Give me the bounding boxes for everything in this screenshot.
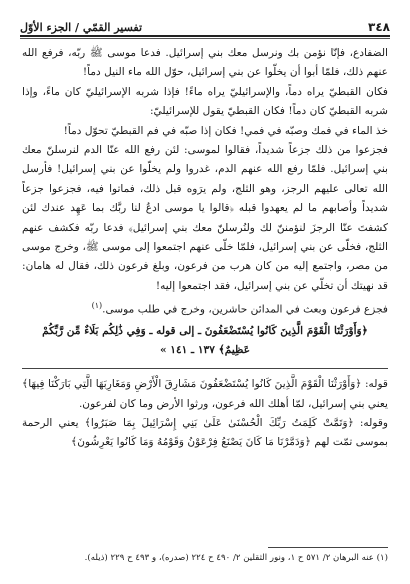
paragraph-text: فجزع فرعون وبعث في المدائن حاشرين، وخرج في طلب موسى. <box>102 303 388 316</box>
footnote-ref: (١) <box>91 301 103 311</box>
quran-verse-heading: ﴿وَأَوْرَثْنَا الْقَوْمَ الَّذِينَ كَانُوا يُسْتَضْعَفُونَ ـ إلى قوله ـ وَفِي ذَٰلِكُم بَلَاءٌ مِّن رَّبِّكُمْ عَظِيمٌ﴾ ١٣٧ ـ ١٤١ » <box>42 325 368 357</box>
commentary-paragraph: وقوله: ﴿وَتَمَّتْ كَلِمَتُ رَبِّكَ الْحُسْنَىٰ عَلَىٰ بَنِي إِسْرَائِيلَ بِمَا صَبَرُوا﴾ يعني الرحمة بموسى تمّت لهم ﴿وَدَمَّرْنَا مَا كَانَ يَصْنَعُ فِرْعَوْنُ وَقَوْمُهُ وَمَا كَانُوا يَعْرِشُونَ﴾ <box>22 417 388 449</box>
paragraph: فجزعوا من ذلك جزعاً شديداً، فقالوا لموسى: لئن رفع الله عنّا الدم لنرسلنّ معك بني إسرائيل. فلمّا رفع الله عنهم الدم، غدروا ولم يخلّوا عن بني إسرائيل! فأرسل الله تعالى عليهم الرجز، وهو الثلج، ولم يرَوه قبل ذلك، فماتوا فيه، فجزعوا جزعاً شديداً وأصابهم ما لم يعهدوا قبله ﴿قالوا يا موسى ادعُ لنا ربَّك بما عَهِد عندك لئن كشفتَ عنّا الرجزَ لنؤمننّ لك ولنُرسلنّ معك بني إسرائيل﴾ فدعا ربّه فكشف عنهم الثلج، فخلّى عن بني إسرائيل، فلمّا خلّى عنهم اجتمعوا إلى موسى ﷺ، وخرج موسى من مصر، واجتمع إليه من كان هرب من فرعون، وبلغ فرعون ذلك، فقال له هامان: قد نهيتك أن تخلّي عن بني إسرائيل، فقد اجتمعوا إليه! <box>22 144 388 292</box>
page-header <box>20 12 390 34</box>
page-number: ٣٤٨ <box>368 20 390 34</box>
section-divider <box>22 368 388 369</box>
paragraph: الضفادع، فإنّا نؤمن بك ونرسل معك بني إسرائيل. فدعا موسى ﷺ ربّه، فرفع الله عنهم ذلك، فلمّا أبوا أن يخلّوا عن بني إسرائيل، حوّل الله ماء النيل دماً! <box>22 47 388 79</box>
header-rule <box>20 35 390 37</box>
paragraph-with-note <box>22 296 388 320</box>
paragraph: خذ الماء في فمك وصبّه في فمي! فكان إذا صبّه في فم القبطيّ تحوّل دماً! <box>63 124 388 137</box>
header-rule-thin <box>20 38 390 39</box>
footnote-rule <box>268 547 388 548</box>
commentary-paragraph: قوله: ﴿وَأَوْرَثْنَا الْقَوْمَ الَّذِينَ كَانُوا يُسْتَضْعَفُونَ مَشَارِقَ الْأَرْضِ وَمَغَارِبَهَا الَّتِي بَارَكْنَا فِيهَا﴾ يعني بني إسرائيل، لمّا أهلك الله فرعون، ورثوا الأرض وما كان لفرعون. <box>22 378 388 410</box>
footnote: (١) عنه البرهان ٢/ ٥٧١ ح ١، ونور الثقلين ٢/ ٤٩٠ ح ٢٢٤ (صدره)، و ٤٩٣ ح ٢٢٩ (ذيله). <box>84 553 388 563</box>
page-body <box>22 44 388 453</box>
running-title: تفسير القمّي / الجزء الأوّل <box>20 21 143 34</box>
paragraph: فكان القبطيّ يراه دماً، والإسرائيليّ يراه ماءً! فإذا شربه الإسرائيليّ كان ماءً، وإذا شربه القبطيّ كان دماً! فكان القبطيّ يقول للإسرائيليّ: <box>22 85 388 118</box>
